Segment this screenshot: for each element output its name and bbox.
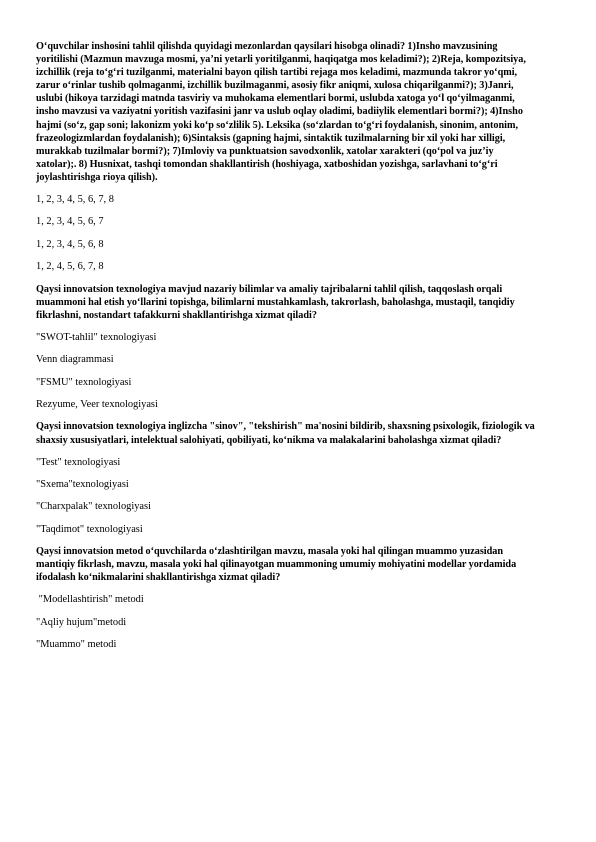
answer-option: 1, 2, 3, 4, 5, 6, 7 bbox=[36, 216, 104, 228]
answer-option: "Modellashtirish" metodi bbox=[36, 594, 144, 606]
question-text: Qaysi innovatsion metod o‘quvchilarda o‘zlashtirilgan mavzu, masala yoki hal qilingan muammo yuzasidan mantiqiy fikrlash, mavzu, masala yoki hal qilinayotgan muammoning umumiy mohiyatini modellar yordamida ifodalash ko‘nikmalarini shakllantirishga xizmat qiladi? bbox=[36, 546, 517, 584]
answer-option: Venn diagrammasi bbox=[36, 354, 114, 366]
question-text: Qaysi innovatsion texnologiya inglizcha "sinov", "tekshirish" ma'nosini bildirib, shaxsning psixologik, fiziologik va shaxsiy xususiyatlari, intelektual salohiyati, qobiliyati, ko‘nikma va malakalarini baholashga xizmat qiladi? bbox=[36, 421, 535, 446]
answer-option: "Taqdimot" texnologiyasi bbox=[36, 523, 143, 535]
answer-option: "Test" texnologiyasi bbox=[36, 456, 121, 468]
question-block bbox=[36, 40, 536, 273]
question-text: Qaysi innovatsion texnologiya mavjud nazariy bilimlar va amaliy tajribalarni tahlil qilish, taqqoslash orqali muammoni hal etish yo‘llarini topishga, bilimlarni mustahkamlash, takrorlash, baholashga, mustaqil, tanqidiy fikrlashni, nostandart tafakkurni shakllantirishga xizmat qiladi? bbox=[36, 283, 515, 321]
answer-option: "Sxema"texnologiyasi bbox=[36, 479, 129, 491]
question-block bbox=[36, 420, 536, 535]
answer-option: "Charxpalak" texnologiyasi bbox=[36, 501, 151, 513]
answer-option: 1, 2, 3, 4, 5, 6, 7, 8 bbox=[36, 194, 114, 206]
answer-option: "SWOT-tahlil" texnologiyasi bbox=[36, 331, 157, 343]
answer-option: 1, 2, 3, 4, 5, 6, 8 bbox=[36, 238, 104, 250]
question-block bbox=[36, 545, 536, 651]
answer-option: 1, 2, 4, 5, 6, 7, 8 bbox=[36, 261, 104, 273]
answer-option: "Muammo" metodi bbox=[36, 639, 117, 651]
answer-option: Rezyume, Veer texnologiyasi bbox=[36, 399, 158, 411]
answer-option: "Aqliy hujum"metodi bbox=[36, 616, 127, 628]
question-block bbox=[36, 283, 536, 411]
question-text: O‘quvchilar inshosini tahlil qilishda quyidagi mezonlardan qaysilari hisobga olinadi? 1)Insho mavzusining yoritilishi (Mazmun mavzuga mosmi, ya’ni yetarli yoritilganmi, haqiqatga mos keladimi?); 2)Reja, kompozitsiya, izchillik (reja to‘g‘ri tuzilganmi, materialni bayon qilish tartibi rejaga mos keladimi, mazmunda takror yo‘qmi, zarur o‘rinlar tushib qolmaganmi, izchillik buzilmaganmi, asosiy fikr aniqmi, xulosa chiqarilganmi?); 3)Janri, uslubi (hikoya tarzidagi matnda tasviriy va muhokama elementlari bormi, uslubda xatoga yo‘l qo‘yilmaganmi, insho mavzusi va vaziyatni yoritish vazifasini janr va uslub oqlay oladimi, badiiylik elementlari bormi?); 4)Insho hajmi (so‘z, gap soni; lakonizm yoki ko‘p so‘zlilik 5). Leksika (so‘zlardan to‘g‘ri foydalanish, sinonim, antonim, frazeologizmlardan foydalanish); 6)Sintaksis (gapning hajmi, sintaktik tuzilmalarning bir xil yoki har xilligi, murakkab tuzilmalar bormi?); 7)Imloviy va punktuatsion savodxonlik, xatolar xarakteri (qo‘pol va juz’iy xatolar);. 8) Husnixat, tashqi tomondan shakllantirish (hoshiyaga, xatboshidan yozishga, sarlavhani to‘g‘ri joylashtirishga rioya qilish). bbox=[36, 41, 526, 183]
answer-option: "FSMU" texnologiyasi bbox=[36, 376, 132, 388]
